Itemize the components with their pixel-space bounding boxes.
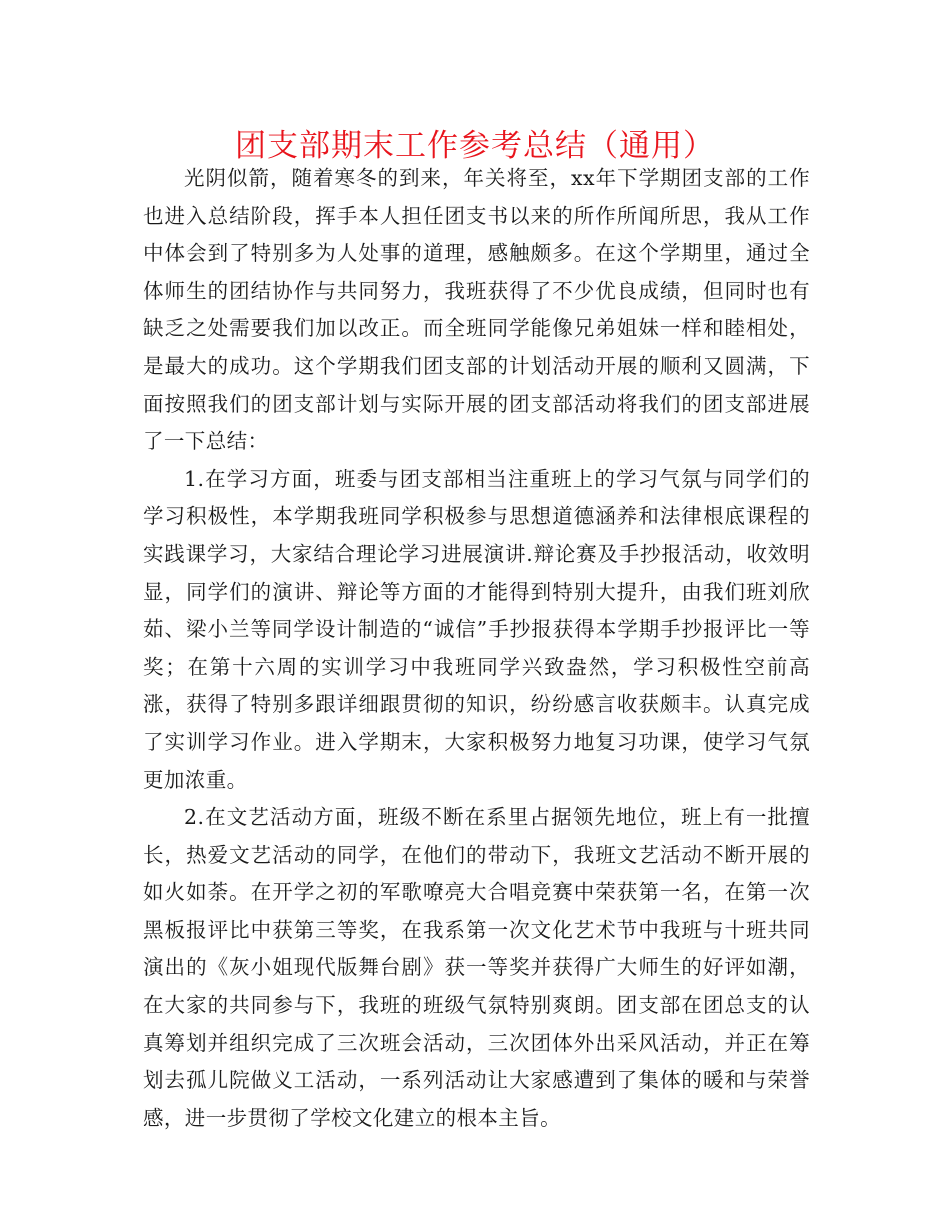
paragraph-intro: 光阴似箭，随着寒冬的到来，年关将至，xx年下学期团支部的工作也进入总结阶段，挥手本人担任团支书以来的所作所闻所思，我从工作中体会到了特别多为人处事的道理，感触颇多。在这个学期里，通过全体师生的团结协作与共同努力，我班获得了不少优良成绩，但同时也有缺乏之处需要我们加以改正。而全班同学能像兄弟姐妹一样和睦相处，是最大的成功。这个学期我们团支部的计划活动开展的顺利又圆满，下面按照我们的团支部计划与实际开展的团支部活动将我们的团支部进展了一下总结： bbox=[143, 166, 810, 454]
document-body bbox=[143, 160, 810, 1137]
document-title: 团支部期末工作参考总结（通用） bbox=[235, 128, 715, 164]
paragraph-arts: 2.在文艺活动方面，班级不断在系里占据领先地位，班上有一批擅长，热爱文艺活动的同学，在他们的带动下，我班文艺活动不断开展的如火如荼。在开学之初的军歌嘹亮大合唱竞赛中荣获第一名，在第一次黑板报评比中获第三等奖，在我系第一次文化艺术节中我班与十班共同演出的《灰小姐现代版舞台剧》获一等奖并获得广大师生的好评如潮，在大家的共同参与下，我班的班级气氛特别爽朗。团支部在团总支的认真筹划并组织完成了三次班会活动，三次团体外出采风活动，并正在筹划去孤儿院做义工活动，一系列活动让大家感遭到了集体的暖和与荣誉感，进一步贯彻了学校文化建立的根本主旨。 bbox=[143, 805, 810, 1130]
paragraph-study: 1.在学习方面，班委与团支部相当注重班上的学习气氛与同学们的学习积极性，本学期我班同学积极参与思想道德涵养和法律根底课程的实践课学习，大家结合理论学习进展演讲.辩论赛及手抄报活动，收效明显，同学们的演讲、辩论等方面的才能得到特别大提升，由我们班刘欣茹、梁小兰等同学设计制造的“诚信”手抄报获得本学期手抄报评比一等奖；在第十六周的实训学习中我班同学兴致盎然，学习积极性空前高涨，获得了特别多跟详细跟贯彻的知识，纷纷感言收获颇丰。认真完成了实训学习作业。进入学期末，大家积极努力地复习功课，使学习气氛更加浓重。 bbox=[143, 466, 810, 792]
